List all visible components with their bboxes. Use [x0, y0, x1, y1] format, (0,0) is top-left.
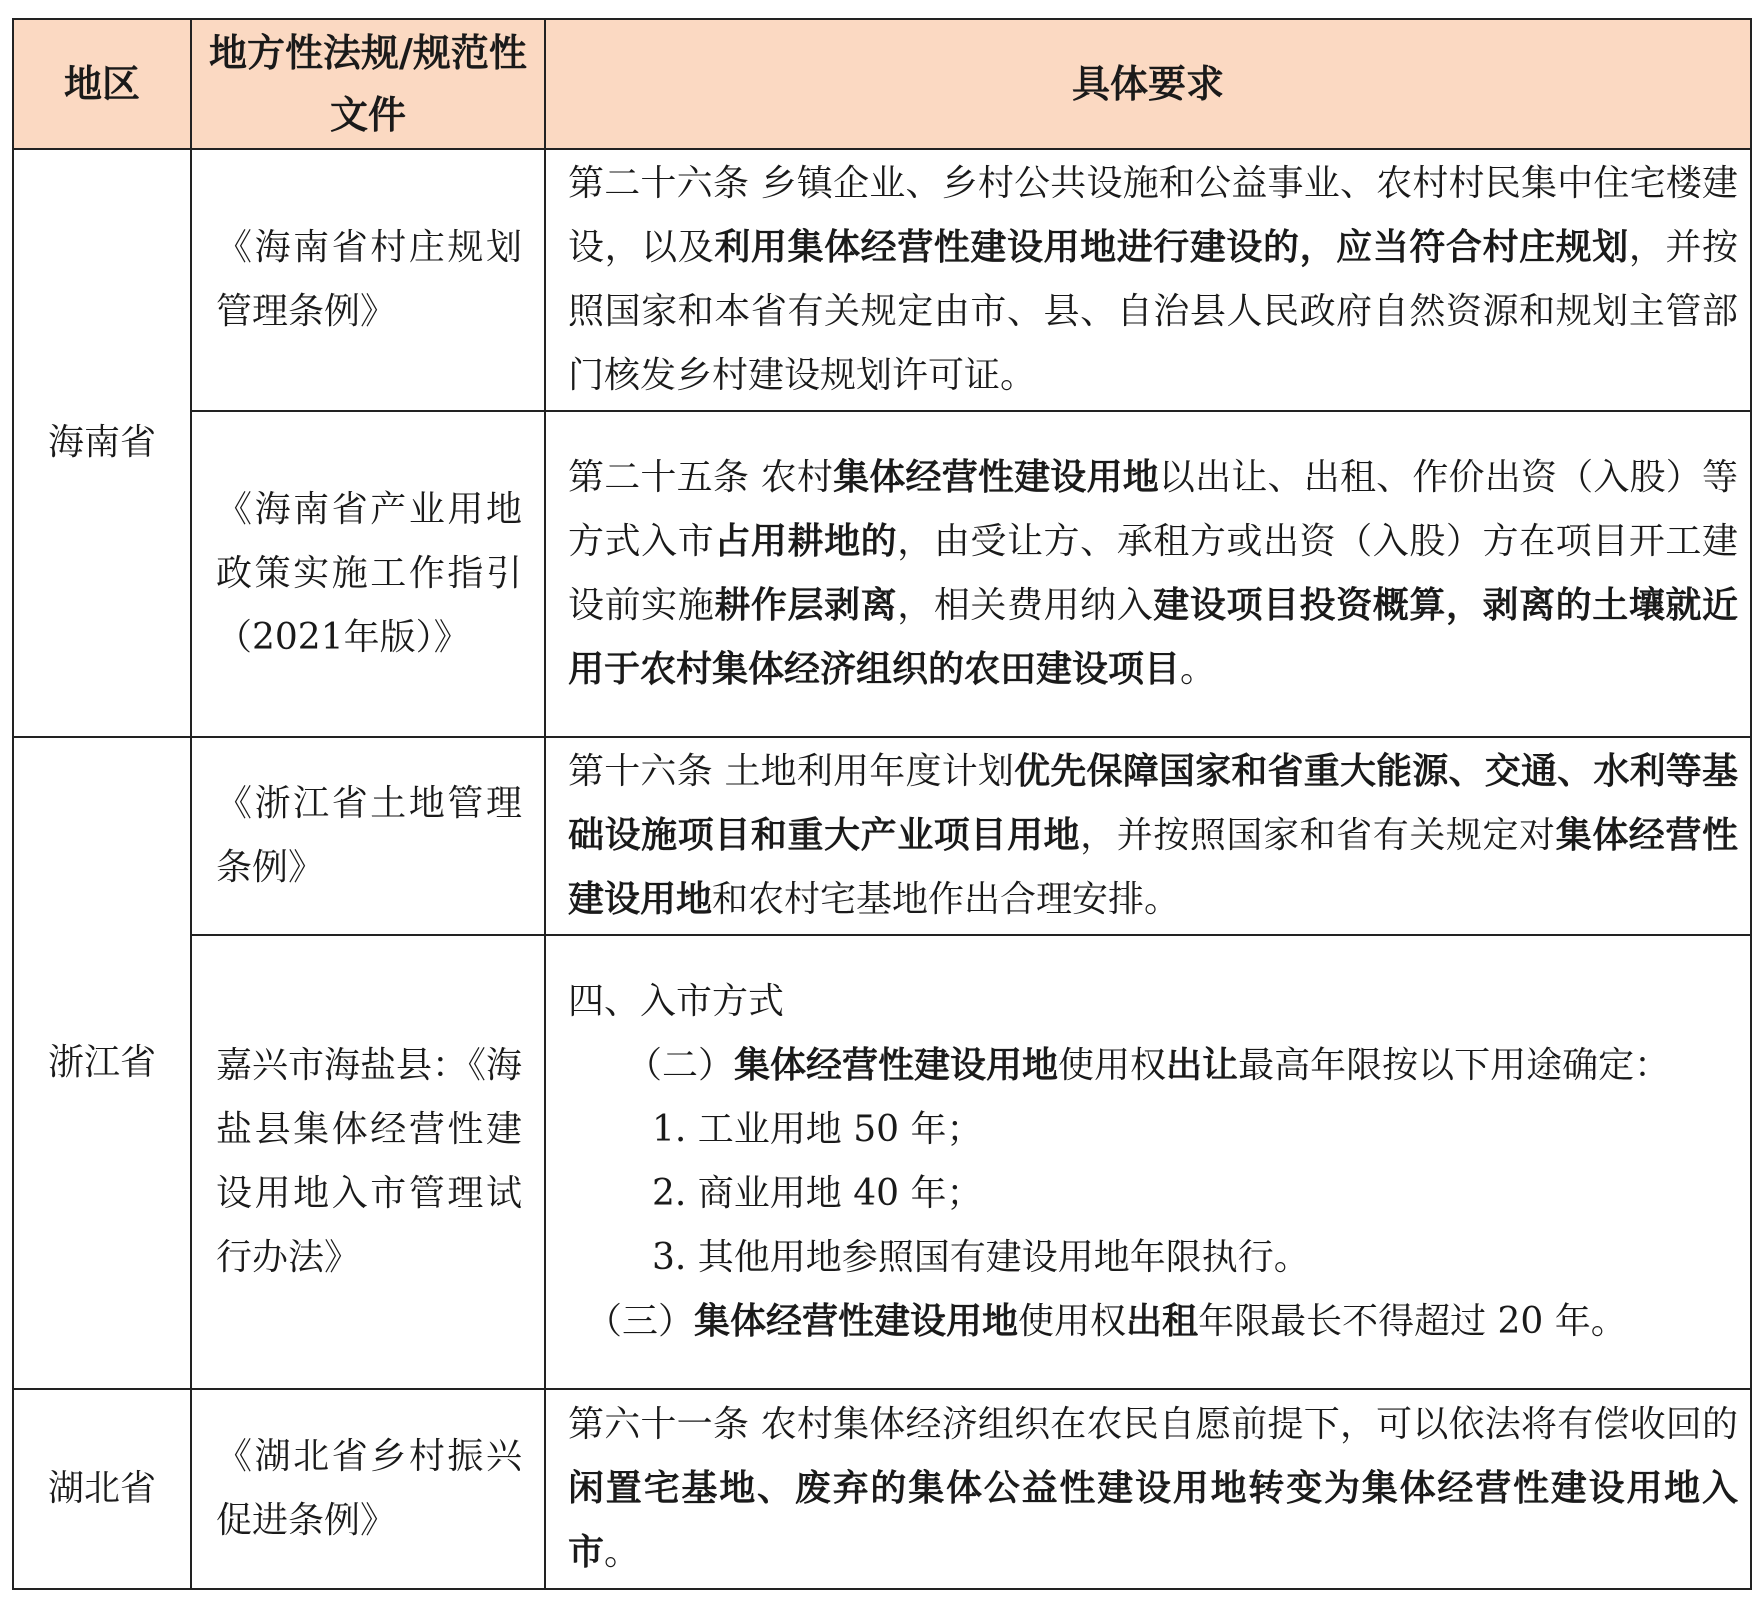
region-cell-hainan: 海南省	[13, 149, 191, 737]
requirement-text: （二）	[626, 1045, 735, 1086]
table-row	[13, 411, 1751, 737]
document-cell: 嘉兴市海盐县：《海盐县集体经营性建设用地入市管理试行办法》	[191, 935, 545, 1389]
requirement-text: 。	[1180, 649, 1217, 690]
list-item: 1. 工业用地 50 年；	[652, 1109, 983, 1150]
requirement-cell	[545, 1389, 1751, 1589]
requirement-text: 最高年限按以下用途确定：	[1238, 1045, 1671, 1086]
requirement-text: （三）	[586, 1301, 695, 1342]
regulation-table	[12, 18, 1752, 1590]
requirement-cell	[545, 737, 1751, 935]
header-region: 地区	[13, 19, 191, 149]
requirement-text: 第六十一条 农村集体经济组织在农民自愿前提下，可以依法将有偿收回的	[568, 1404, 1738, 1445]
region-cell-zhejiang: 浙江省	[13, 737, 191, 1389]
requirement-text: 年限最长不得超过 20 年。	[1198, 1301, 1627, 1342]
list-item: 2. 商业用地 40 年；	[652, 1173, 983, 1214]
region-cell-hubei: 湖北省	[13, 1389, 191, 1589]
requirement-text: ，并按照国家和本省有关规定由市、县、自治县人民政府自然资源和规划主管部门核发乡村建设规划许可证。	[568, 227, 1738, 396]
table-row	[13, 935, 1751, 1389]
header-document: 地方性法规/规范性文件	[191, 19, 545, 149]
requirement-heading: 四、入市方式	[568, 981, 785, 1022]
requirement-text: 使用权	[1058, 1045, 1167, 1086]
requirement-emphasis: 集体经营性建设用地	[734, 1045, 1059, 1086]
requirement-text: 使用权	[1018, 1301, 1127, 1342]
requirement-text: 和农村宅基地作出合理安排。	[712, 879, 1181, 920]
document-cell: 《湖北省乡村振兴促进条例》	[191, 1389, 545, 1589]
document-cell: 《浙江省土地管理条例》	[191, 737, 545, 935]
requirement-paragraph	[568, 1290, 1738, 1354]
document-cell: 《海南省村庄规划管理条例》	[191, 149, 545, 411]
requirement-emphasis: 出让	[1166, 1045, 1239, 1086]
table-row	[13, 149, 1751, 411]
requirement-text: ，相关费用纳入	[897, 585, 1154, 626]
requirement-text: 以出让、出租、作价出资（入股）等方式入市	[568, 457, 1738, 562]
table-row	[13, 737, 1751, 935]
requirement-emphasis: 集体经营性建设用地	[568, 815, 1738, 920]
table-row	[13, 1389, 1751, 1589]
requirement-emphasis: 耕作层剥离	[714, 585, 898, 626]
requirement-text: ，并按照国家和省有关规定对	[1080, 815, 1556, 856]
requirement-text: 第二十六条 乡镇企业、乡村公共设施和公益事业、农村村民集中住宅楼建设，以及	[568, 163, 1738, 268]
requirement-emphasis: 集体经营性建设用地	[694, 1301, 1019, 1342]
list-item: 3. 其他用地参照国有建设用地年限执行。	[652, 1237, 1310, 1278]
requirement-emphasis: 建设项目投资概算，剥离的土壤就近用于农村集体经济组织的农田建设项目	[568, 585, 1738, 690]
requirement-emphasis: 出租	[1126, 1301, 1199, 1342]
requirement-emphasis: 利用集体经营性建设用地进行建设的，应当符合村庄规划	[714, 227, 1629, 268]
header-row	[13, 19, 1751, 149]
requirement-emphasis: 优先保障国家和省重大能源、交通、水利等基础设施项目和重大产业项目用地	[568, 751, 1738, 856]
requirement-text: ，由受让方、承租方或出资（入股）方在项目开工建设前实施	[568, 521, 1738, 626]
requirement-emphasis: 闲置宅基地、废弃的集体公益性建设用地转变为集体经营性建设用地入市	[568, 1468, 1738, 1573]
requirement-cell	[545, 411, 1751, 737]
requirement-text: 第二十五条 农村	[568, 457, 834, 498]
requirement-cell	[545, 149, 1751, 411]
document-cell: 《海南省产业用地政策实施工作指引（2021年版）》	[191, 411, 545, 737]
requirement-paragraph	[568, 1034, 1738, 1098]
header-requirement: 具体要求	[545, 19, 1751, 149]
requirement-text: 。	[604, 1532, 641, 1573]
requirement-emphasis: 占用耕地的	[714, 521, 898, 562]
requirement-text: 第十六条 土地利用年度计划	[568, 751, 1015, 792]
requirement-cell	[545, 935, 1751, 1389]
requirement-emphasis: 集体经营性建设用地	[833, 457, 1159, 498]
